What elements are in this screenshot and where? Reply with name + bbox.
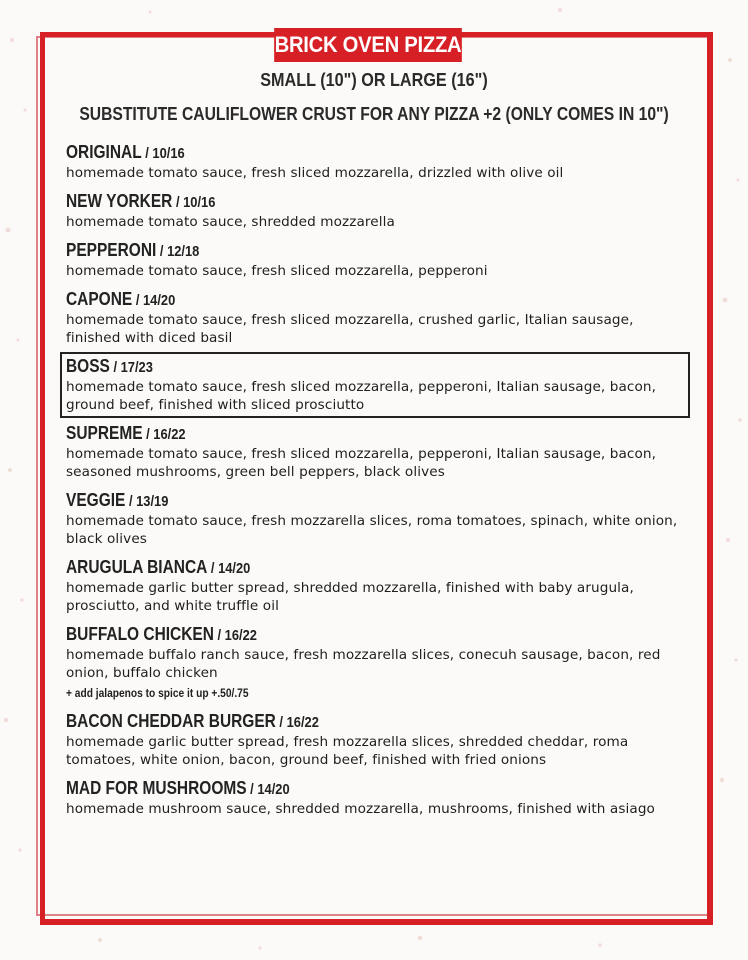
menu-item-bacon-cheddar-burger [66, 711, 686, 769]
item-name: ORIGINAL [66, 142, 142, 162]
item-name: MAD FOR MUSHROOMS [66, 778, 247, 798]
item-price: / 16/22 [275, 714, 319, 731]
item-heading [66, 423, 186, 445]
menu-item-buffalo-chicken [66, 624, 686, 702]
menu-item-supreme [66, 423, 686, 481]
item-description: homemade garlic butter spread, shredded mozzarella, finished with baby arugula, prosciutto, and white truffle oil [66, 580, 634, 614]
item-description: homemade tomato sauce, fresh sliced mozzarella, pepperoni, Italian sausage, bacon, ground beef, finished with sliced prosciutto [66, 379, 657, 413]
item-price: / 14/20 [246, 781, 290, 798]
item-name: ARUGULA BIANCA [66, 557, 208, 577]
item-heading [66, 240, 199, 262]
item-price: / 10/16 [141, 145, 185, 162]
item-price: / 12/18 [156, 243, 200, 260]
item-price: / 16/22 [213, 627, 257, 644]
item-price: / 16/22 [142, 426, 186, 443]
item-price: / 13/19 [125, 493, 169, 510]
menu-item-veggie [66, 490, 686, 548]
item-name: BUFFALO CHICKEN [66, 624, 214, 644]
item-heading [66, 490, 168, 512]
item-heading [66, 142, 185, 164]
menu-title-banner: BRICK OVEN PIZZA [274, 28, 462, 62]
item-description: homemade tomato sauce, fresh sliced mozzarella, pepperoni [66, 263, 488, 279]
item-description: homemade tomato sauce, fresh sliced mozzarella, drizzled with olive oil [66, 165, 564, 181]
item-description: homemade tomato sauce, fresh mozzarella slices, roma tomatoes, spinach, white onion, black olives [66, 513, 678, 547]
item-price: / 14/20 [207, 560, 251, 577]
item-name: NEW YORKER [66, 191, 173, 211]
item-heading [66, 557, 250, 579]
item-name: BOSS [66, 356, 110, 376]
item-description: homemade mushroom sauce, shredded mozzarella, mushrooms, finished with asiago [66, 801, 655, 817]
item-price: / 14/20 [132, 292, 176, 309]
item-name: PEPPERONI [66, 240, 157, 260]
menu-item-capone [66, 289, 686, 347]
item-heading [66, 356, 153, 378]
cauliflower-crust-note: SUBSTITUTE CAULIFLOWER CRUST FOR ANY PIZZA +2 (ONLY COMES IN 10") [79, 104, 669, 124]
menu-item-boss [64, 356, 686, 414]
pizza-list [66, 142, 686, 827]
menu-item-original [66, 142, 686, 182]
item-name: BACON CHEDDAR BURGER [66, 711, 276, 731]
item-description: homemade tomato sauce, fresh sliced mozzarella, crushed garlic, Italian sausage, finished with diced basil [66, 312, 634, 346]
item-price: / 17/23 [109, 359, 153, 376]
item-heading [66, 191, 215, 213]
menu-item-new-yorker [66, 191, 686, 231]
item-description: homemade tomato sauce, fresh sliced mozzarella, pepperoni, Italian sausage, bacon, seasoned mushrooms, green bell peppers, black olives [66, 446, 657, 480]
item-heading [66, 778, 290, 800]
item-name: SUPREME [66, 423, 143, 443]
menu-item-pepperoni [66, 240, 686, 280]
item-price: / 10/16 [172, 194, 216, 211]
item-name: CAPONE [66, 289, 133, 309]
item-addon-note: + add jalapenos to spice it up +.50/.75 [66, 686, 249, 700]
size-options: SMALL (10") OR LARGE (16") [260, 70, 488, 90]
item-heading [66, 624, 257, 646]
menu-item-arugula-bianca [66, 557, 686, 615]
item-description: homemade buffalo ranch sauce, fresh mozzarella slices, conecuh sausage, bacon, red onion, buffalo chicken [66, 647, 661, 681]
item-description: homemade tomato sauce, shredded mozzarella [66, 214, 395, 230]
item-heading [66, 289, 175, 311]
item-name: VEGGIE [66, 490, 126, 510]
item-description: homemade garlic butter spread, fresh mozzarella slices, shredded cheddar, roma tomatoes, white onion, bacon, ground beef, finished with fried onions [66, 734, 629, 768]
item-heading [66, 711, 319, 733]
menu-item-mad-for-mushrooms [66, 778, 686, 818]
